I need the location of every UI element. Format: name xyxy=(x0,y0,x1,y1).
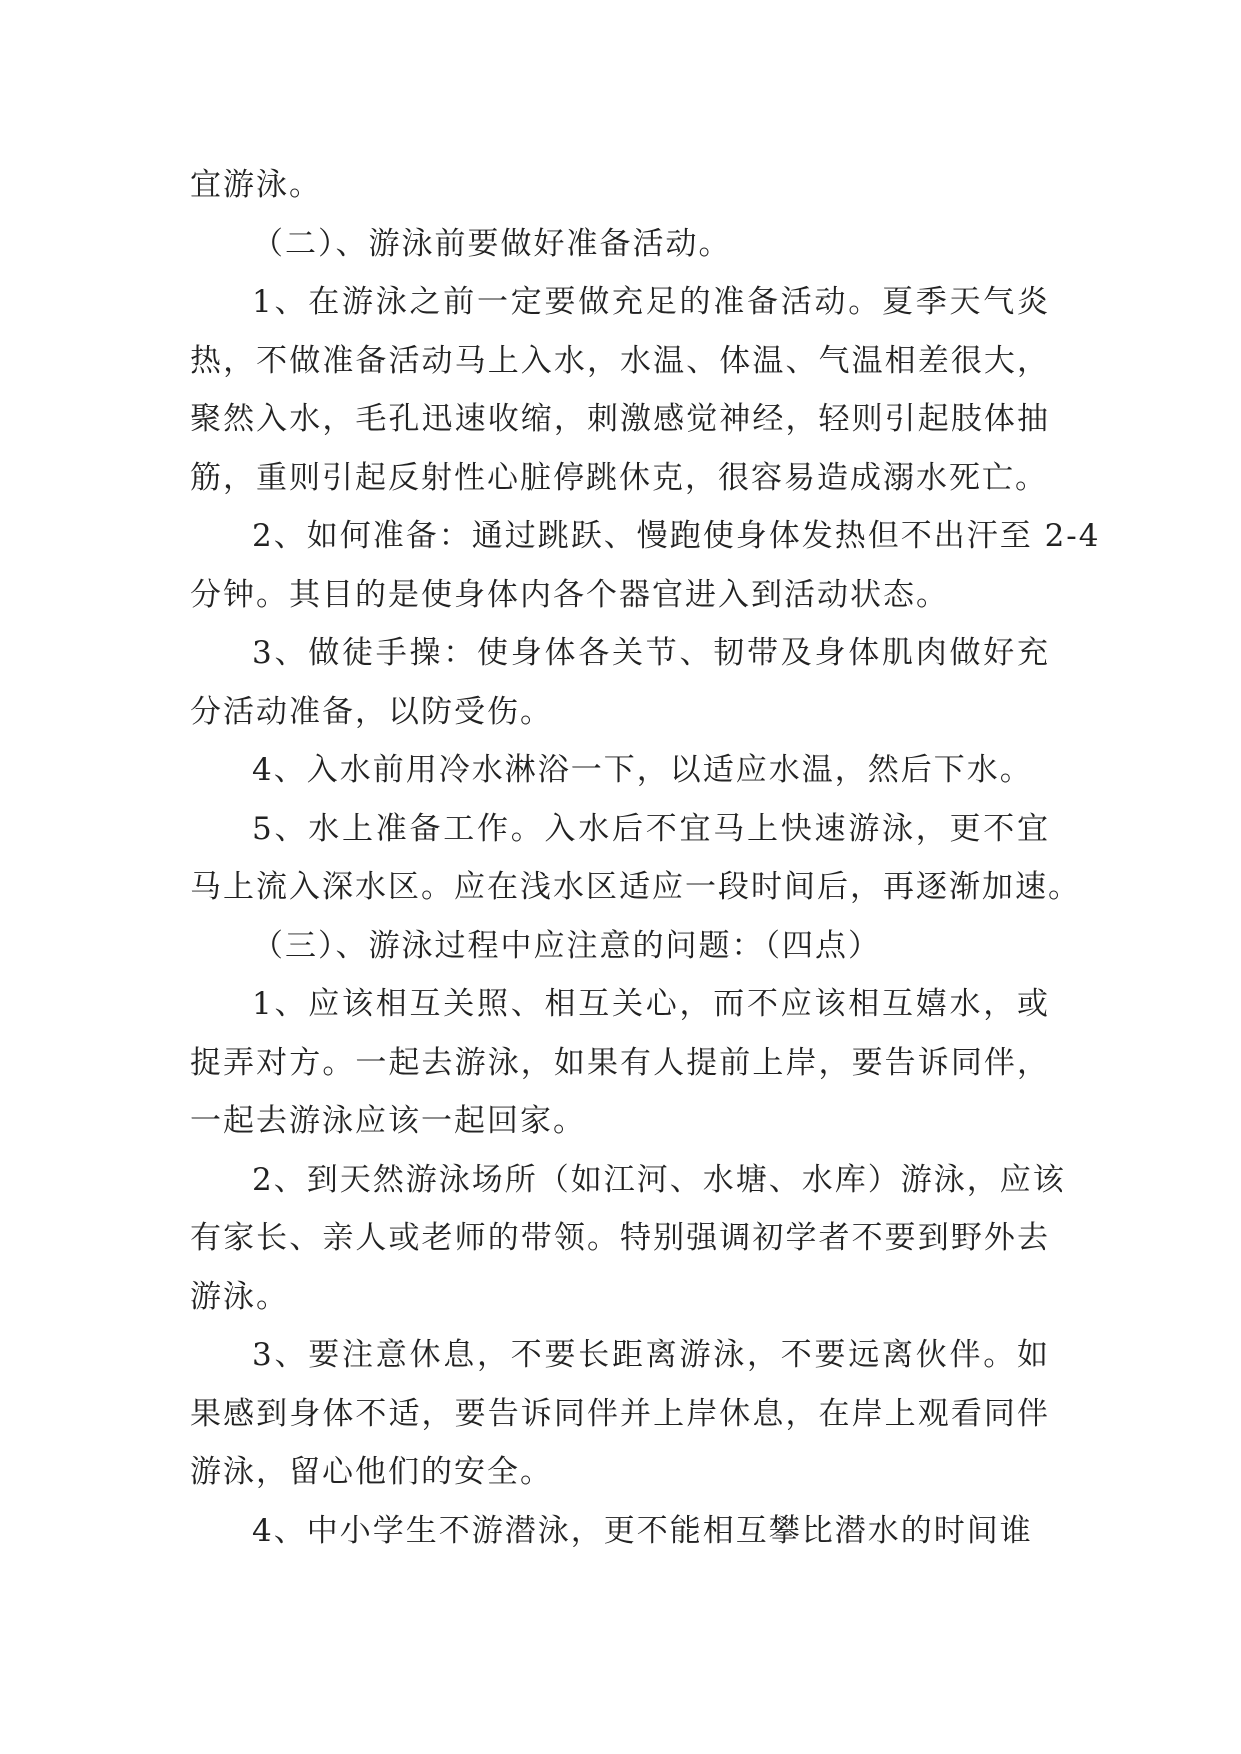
text-line: 分活动准备，以防受伤。 xyxy=(190,693,553,730)
text-line: 一起去游泳应该一起回家。 xyxy=(190,1103,586,1139)
text-line: 3、做徒手操：使身体各关节、韧带及身体肌肉做好充 xyxy=(252,635,1050,671)
paragraph xyxy=(190,156,1050,215)
paragraph xyxy=(190,1502,1050,1561)
paragraph xyxy=(190,624,1050,741)
text-line: （三）、游泳过程中应注意的问题：（四点） xyxy=(252,927,881,964)
text-line: 聚然入水，毛孔迅速收缩，刺激感觉神经，轻则引起肢体抽 xyxy=(190,401,1050,437)
paragraph xyxy=(190,1151,1066,1327)
paragraph xyxy=(190,741,1050,800)
text-line: 游泳，留心他们的安全。 xyxy=(190,1454,553,1490)
text-line: 果感到身体不适，要告诉同伴并上岸休息，在岸上观看同伴 xyxy=(190,1395,1050,1432)
paragraph xyxy=(190,215,1050,274)
text-line: 马上流入深水区。应在浅水区适应一段时间后，再逐渐加速。 xyxy=(190,869,1081,905)
paragraph xyxy=(190,507,1101,624)
paragraph xyxy=(190,917,1050,976)
text-line: 3、要注意休息，不要长距离游泳，不要远离伙伴。如 xyxy=(252,1337,1050,1373)
document-body xyxy=(190,156,1101,1560)
text-line: 5、水上准备工作。入水后不宜马上快速游泳，更不宜 xyxy=(252,810,1050,847)
paragraph xyxy=(190,1326,1050,1502)
text-line: 1、应该相互关照、相互关心，而不应该相互嬉水，或 xyxy=(252,986,1050,1022)
text-line: 4、入水前用冷水淋浴一下，以适应水温，然后下水。 xyxy=(252,752,1033,788)
text-line: 有家长、亲人或老师的带领。特别强调初学者不要到野外去 xyxy=(190,1220,1050,1256)
text-line: 捉弄对方。一起去游泳，如果有人提前上岸，要告诉同伴， xyxy=(190,1044,1050,1081)
text-line: 热，不做准备活动马上入水，水温、体温、气温相差很大， xyxy=(190,342,1050,379)
text-line: （二）、游泳前要做好准备活动。 xyxy=(252,225,732,262)
text-line: 1、在游泳之前一定要做充足的准备活动。夏季天气炎 xyxy=(252,284,1050,320)
text-line: 筋，重则引起反射性心脏停跳休克，很容易造成溺水死亡。 xyxy=(190,459,1048,496)
paragraph xyxy=(190,975,1050,1151)
text-line: 宜游泳。 xyxy=(190,167,322,203)
text-line: 4、中小学生不游潜泳，更不能相互攀比潜水的时间谁 xyxy=(252,1512,1033,1549)
text-line: 游泳。 xyxy=(190,1278,289,1315)
text-line: 分钟。其目的是使身体内各个器官进入到活动状态。 xyxy=(190,576,949,613)
text-line: 2、如何准备：通过跳跃、慢跑使身体发热但不出汗至 2-4 xyxy=(252,518,1101,554)
paragraph xyxy=(190,273,1050,507)
paragraph xyxy=(190,800,1081,917)
text-line: 2、到天然游泳场所（如江河、水塘、水库）游泳，应该 xyxy=(252,1161,1066,1198)
